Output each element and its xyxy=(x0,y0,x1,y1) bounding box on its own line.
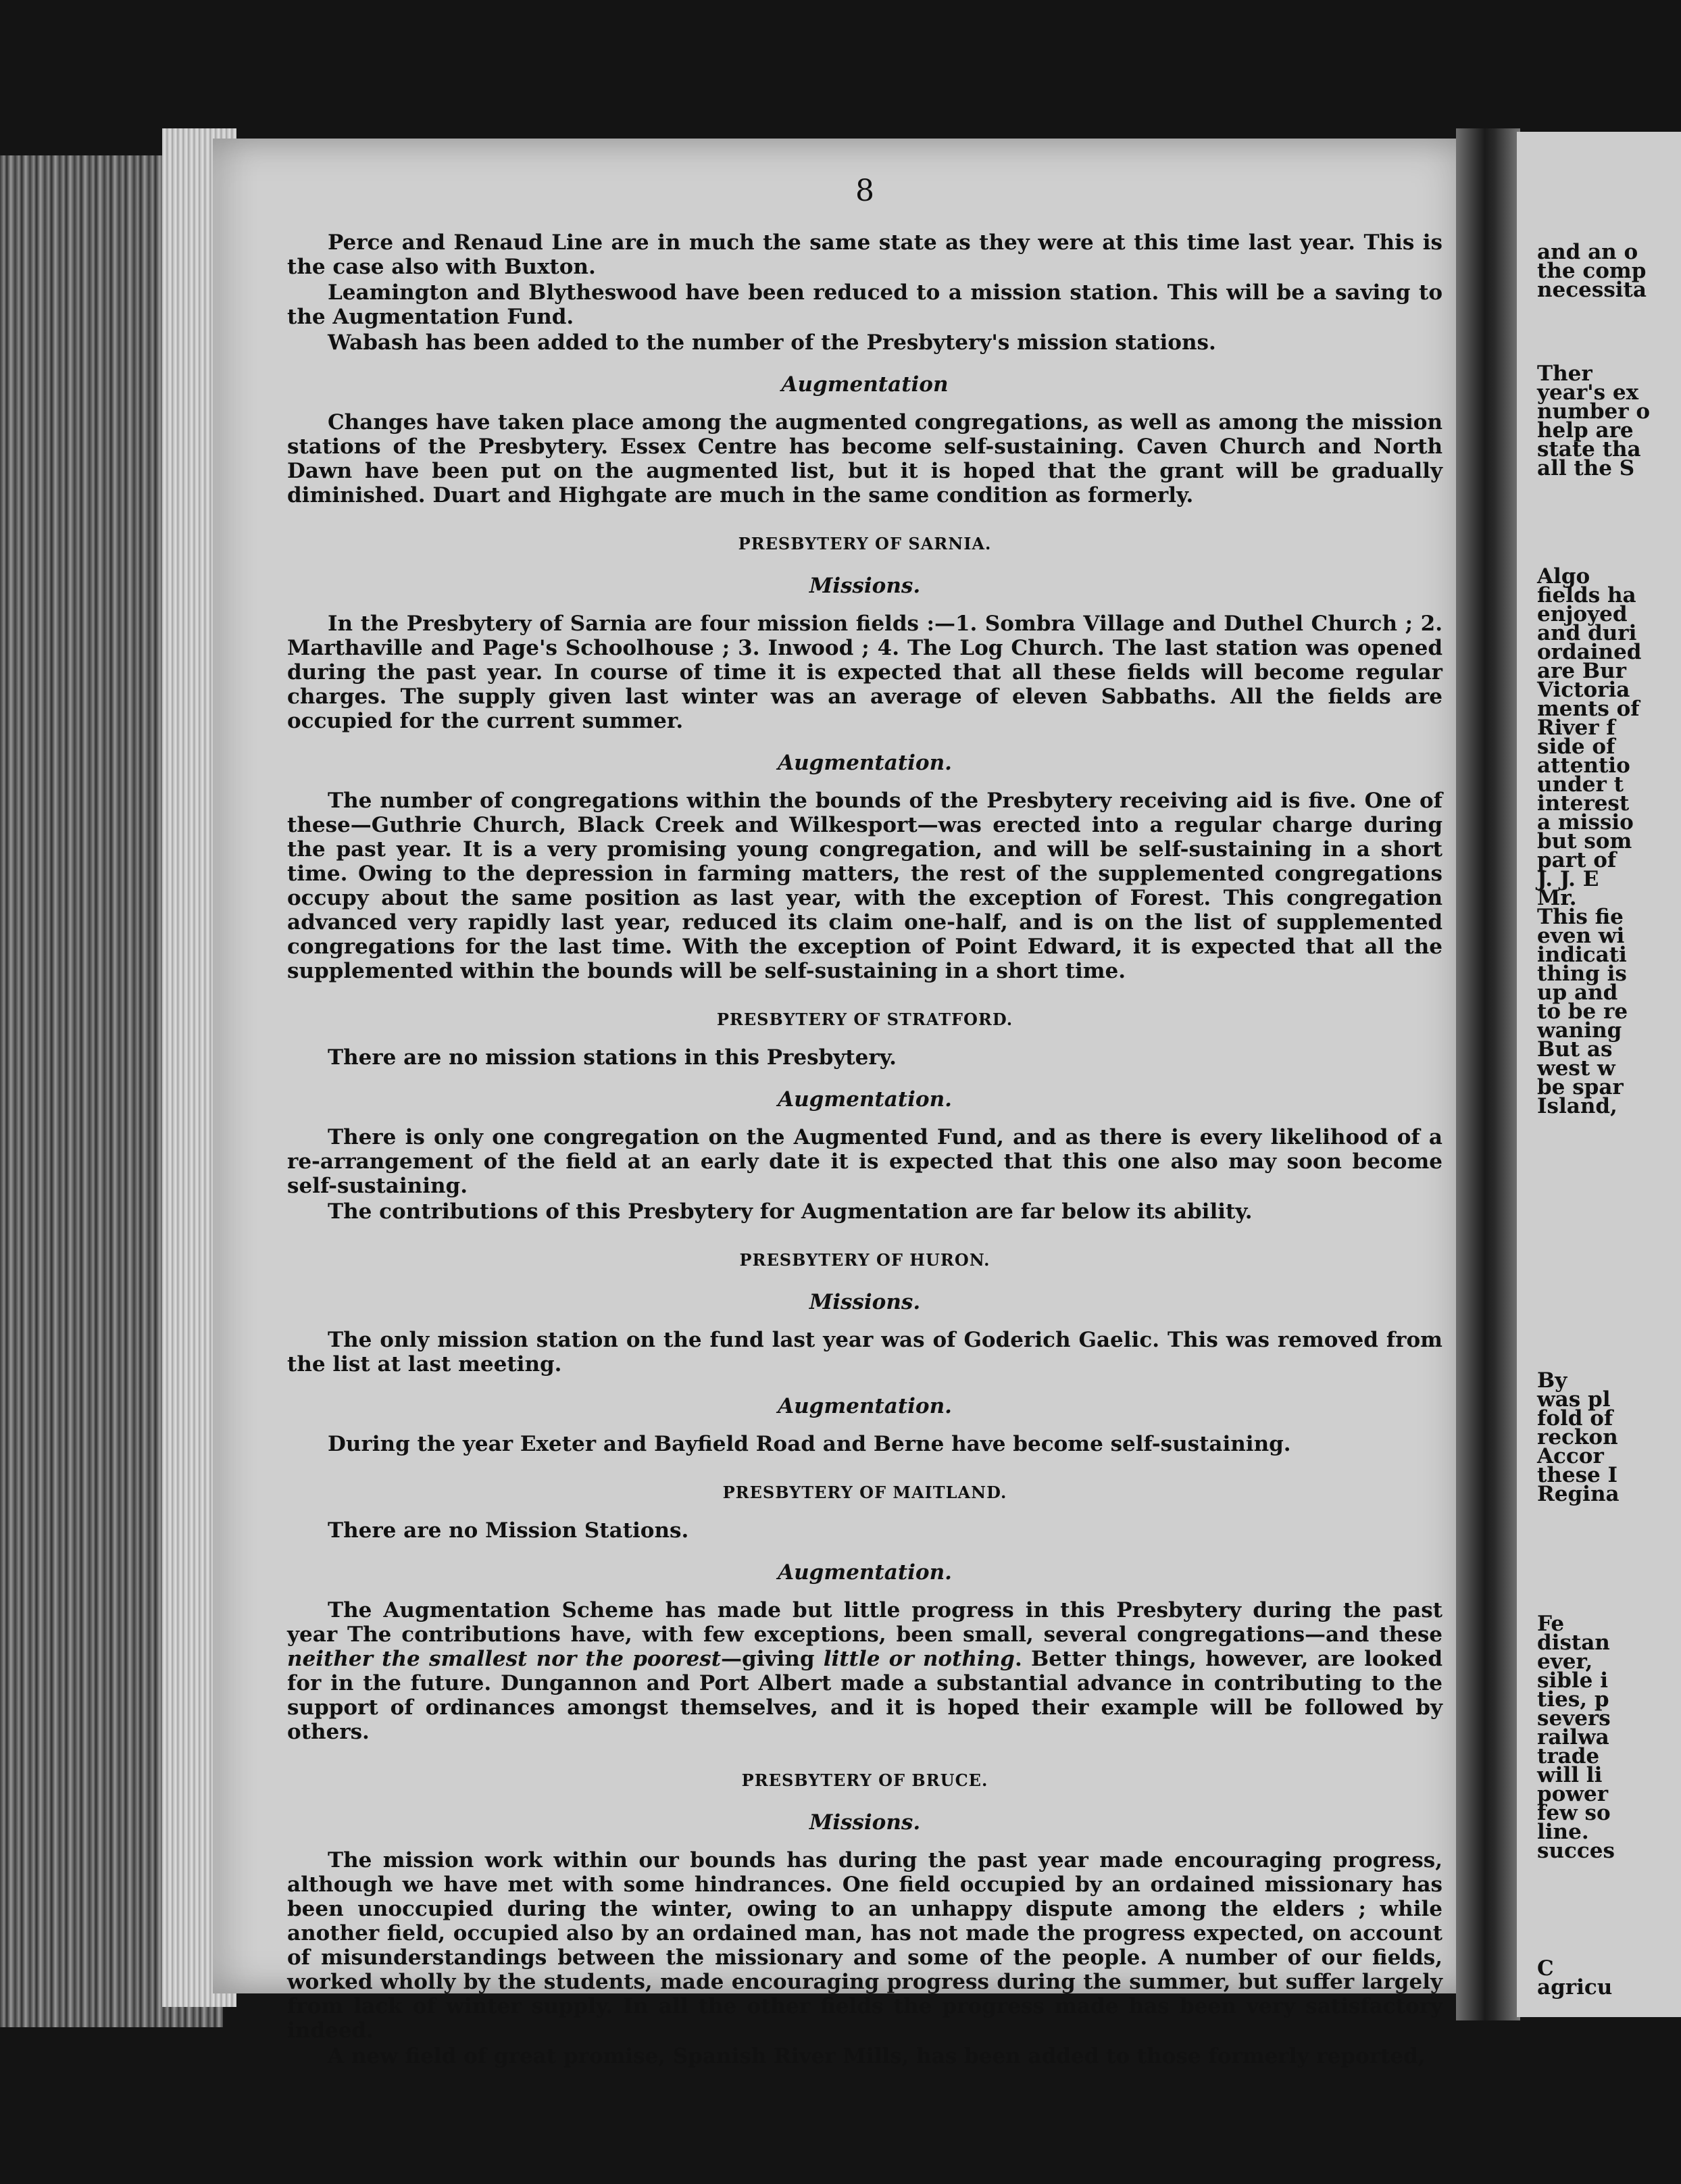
right-page-line: but som xyxy=(1537,829,1632,853)
right-page-line: reckon xyxy=(1537,1425,1618,1449)
right-page-line: are Bur xyxy=(1537,659,1627,683)
right-page-line: will li xyxy=(1537,1763,1603,1787)
right-page-line: be spar xyxy=(1537,1075,1624,1099)
section-heading: PRESBYTERY OF HURON. xyxy=(739,1250,990,1270)
right-page-line: River f xyxy=(1537,716,1615,740)
right-page-line: J. J. E xyxy=(1537,867,1599,891)
right-page-line: fields ha xyxy=(1537,583,1636,607)
right-page-line: ordained xyxy=(1537,640,1642,664)
paragraph xyxy=(287,1598,1442,1744)
right-page-line: severs xyxy=(1537,1706,1611,1731)
paragraph: There are no Mission Stations. xyxy=(328,1518,689,1543)
section-subheading: Augmentation. xyxy=(778,1087,952,1112)
right-page-line: Island, xyxy=(1537,1094,1617,1118)
right-page-line: was pl xyxy=(1537,1387,1611,1412)
right-page-line: sible i xyxy=(1537,1668,1608,1693)
right-page-line: But as xyxy=(1537,1037,1613,1062)
page-number: 8 xyxy=(855,174,874,208)
right-page-line: few so xyxy=(1537,1801,1611,1825)
right-page-line: succes xyxy=(1537,1839,1615,1863)
right-page-line: side of xyxy=(1537,735,1615,759)
right-page-line: ever, xyxy=(1537,1649,1593,1674)
right-page-line: Accor xyxy=(1537,1444,1604,1468)
right-page-line: up and xyxy=(1537,981,1618,1005)
right-page-line: power xyxy=(1537,1782,1609,1806)
right-page-line: necessita xyxy=(1537,278,1647,302)
section-subheading: Missions. xyxy=(809,1810,921,1835)
right-page-line: Regina xyxy=(1537,1482,1620,1506)
paragraph: The only mission station on the fund last year was of Goderich Gaelic. This was removed from the list at last meeting. xyxy=(287,1328,1442,1376)
paragraph: Changes have taken place among the augmented congregations, as well as among the mission stations of the Presbytery. Essex Centre has become self-sustaining. Caven Church and North Dawn have been put on the augmented list, but it is hoped that the grant will be gradually diminished. Duart and Highgate are much in the same condition as formerly. xyxy=(287,410,1442,507)
section-heading: PRESBYTERY OF BRUCE. xyxy=(741,1770,988,1790)
right-page-line: a missio xyxy=(1537,810,1634,835)
text-run: —giving xyxy=(721,1647,824,1671)
section-heading: PRESBYTERY OF SARNIA. xyxy=(738,534,992,553)
right-page-line: This fie xyxy=(1537,905,1624,929)
right-page-line: line. xyxy=(1537,1820,1589,1844)
right-page-line: agricu xyxy=(1537,1975,1613,2000)
right-page-line: state tha xyxy=(1537,437,1641,462)
section-subheading: Augmentation. xyxy=(778,1560,952,1585)
section-subheading: Augmentation xyxy=(781,372,949,397)
right-page-line: west w xyxy=(1537,1056,1615,1081)
paragraph: During the year Exeter and Bayfield Road and Berne have become self-sustaining. xyxy=(328,1432,1291,1456)
paragraph: Wabash has been added to the number of the Presbytery's mission stations. xyxy=(328,330,1216,355)
section-subheading: Missions. xyxy=(809,574,921,598)
section-heading: PRESBYTERY OF MAITLAND. xyxy=(722,1483,1007,1502)
italic-text-run: little or nothing xyxy=(823,1647,1015,1671)
right-page-line: fold of xyxy=(1537,1406,1613,1431)
right-page-line: waning xyxy=(1537,1018,1622,1043)
paragraph: In the Presbytery of Sarnia are four mission fields :—1. Sombra Village and Duthel Church ; 2. Marthaville and Page's Schoolhouse ; 3. Inwood ; 4. The Log Church. The last station was opened during the past year. In course of time it is expected that all these fields will become regular charges. The supply given last winter was an average of eleven Sabbaths. All the fields are occupied for the current summer. xyxy=(287,612,1442,733)
right-page-line: the comp xyxy=(1537,259,1647,283)
right-page-line: attentio xyxy=(1537,753,1630,778)
right-page-line: enjoyed xyxy=(1537,602,1628,626)
right-page-line: to be re xyxy=(1537,999,1628,1024)
right-page-line: thing is xyxy=(1537,962,1627,986)
right-page-line: all the S xyxy=(1537,456,1635,480)
italic-text-run: neither the smallest nor the poorest xyxy=(287,1647,722,1671)
right-page-line: Algo xyxy=(1537,564,1590,589)
right-page-line: these I xyxy=(1537,1463,1618,1487)
right-page-line: ments of xyxy=(1537,697,1640,721)
left-page xyxy=(213,139,1486,2068)
right-page-line: part of xyxy=(1537,848,1617,872)
left-page-text xyxy=(287,174,1442,2070)
right-page-line: railwa xyxy=(1537,1725,1609,1749)
paragraph: There is only one congregation on the Augmented Fund, and as there is every likelihood of a re-arrangement of the field at an early date it is expected that this one also may soon become self-sustaining. xyxy=(287,1125,1442,1198)
text-run: The Augmentation Scheme has made but little progress in this Presbytery during the past year The contributions have, with few exceptions, been small, several congregations—and these xyxy=(287,1598,1442,1647)
right-page-line: and an o xyxy=(1537,240,1638,264)
paragraph: The number of congregations within the bounds of the Presbytery receiving aid is five. One of these—Guthrie Church, Black Creek and Wilkesport—was erected into a regular charge during the past year. It is a very promising young congregation, and will be self-sustaining in a short time. Owing to the depression in farming matters, the rest of the supplemented congregations occupy about the same position as last year, with the exception of Forest. This congregation advanced very rapidly last year, reduced its claim one-half, and is on the list of supplemented congregations for the last time. With the exception of Point Edward, it is expected that all the supplemented within the bounds will be self-sustaining in a short time. xyxy=(287,789,1442,983)
right-page-line: help are xyxy=(1537,418,1634,443)
right-page-line: Ther xyxy=(1537,362,1592,386)
text-run: . Better things, however, are looked for in the future. Dungannon and Port Albert made a substantial advance in contributing to the support of ordinances amongst themselves, and it is hoped their example will be followed by others. xyxy=(287,1647,1442,1744)
right-page-line: trade xyxy=(1537,1744,1600,1768)
right-page-line: ties, p xyxy=(1537,1687,1609,1712)
right-page-line: and duri xyxy=(1537,621,1637,645)
section-subheading: Augmentation. xyxy=(778,1394,952,1418)
book-gutter xyxy=(1456,128,1520,2020)
section-subheading: Augmentation. xyxy=(778,751,952,775)
right-page-line: interest xyxy=(1537,791,1630,816)
right-page-line: Fe xyxy=(1537,1612,1565,1636)
right-page-line: even wi xyxy=(1537,924,1625,948)
section-subheading: Missions. xyxy=(809,1290,921,1314)
right-page-line: Mr. xyxy=(1537,886,1577,910)
paragraph: A new field of great promise, Spanish River Mills, has been added to those formerly reported, xyxy=(328,2044,1426,2068)
right-page-line: indicati xyxy=(1537,943,1627,967)
right-page-line: C xyxy=(1537,1956,1554,1981)
paragraph: Leamington and Blytheswood have been reduced to a mission station. This will be a saving to the Augmentation Fund. xyxy=(287,280,1442,329)
right-page-line: number o xyxy=(1537,399,1651,424)
right-page xyxy=(1517,132,1681,2017)
right-page-line: Victoria xyxy=(1537,678,1630,702)
paragraph: There are no mission stations in this Presbytery. xyxy=(328,1045,897,1070)
paragraph: Perce and Renaud Line are in much the same state as they were at this time last year. This is the case also with Buxton. xyxy=(287,230,1442,279)
right-page-line: By xyxy=(1537,1368,1567,1393)
right-page-line: distan xyxy=(1537,1631,1610,1655)
right-page-line: year's ex xyxy=(1537,380,1639,405)
paragraph: The mission work within our bounds has during the past year made encouraging progress, although we have met with some hindrances. One field occupied by an ordained missionary has been unoccupied during the winter, owing to an unhappy dispute among the elders ; while another field, occupied also by an ordained man, has not made the progress expected, on account of misunderstandings between the missionary and some of the people. A number of our fields, worked wholly by the students, made encouraging progress during the summer, but suffer largely from lack of winter supply. In all the other fields the progress made has been very satisfactory indeed. xyxy=(287,1848,1442,2043)
section-heading: PRESBYTERY OF STRATFORD. xyxy=(716,1010,1013,1029)
right-page-line: under t xyxy=(1537,772,1624,797)
paragraph: The contributions of this Presbytery for Augmentation are far below its ability. xyxy=(328,1199,1253,1224)
